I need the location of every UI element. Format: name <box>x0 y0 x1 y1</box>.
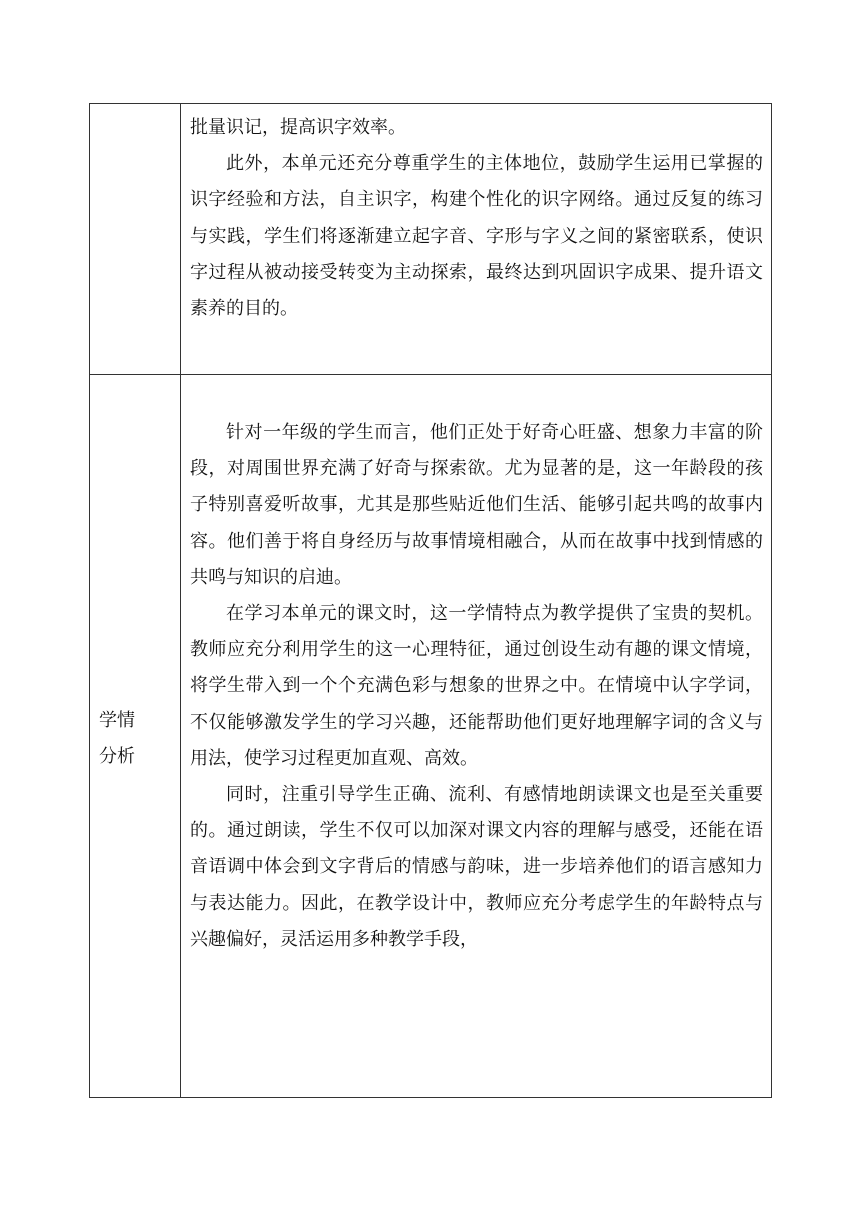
paragraph: 在学习本单元的课文时，这一学情特点为教学提供了宝贵的契机。教师应充分利用学生的这一心理特征，通过创设生动有趣的课文情境，将学生带入到一个个充满色彩与想象的世界之中。在情境中认字学词，不仅能够激发学生的学习兴趣，还能帮助他们更好地理解字词的含义与用法，使学习过程更加直观、高效。 <box>190 603 763 769</box>
paragraph: 针对一年级的学生而言，他们正处于好奇心旺盛、想象力丰富的阶段，对周围世界充满了好奇与探索欲。尤为显著的是，这一年龄段的孩子特别喜爱听故事，尤其是那些贴近他们生活、能够引起共鸣的故事内容。他们善于将自身经历与故事情境相融合，从而在故事中找到情感的共鸣与知识的启迪。 <box>190 422 763 588</box>
section-label <box>90 703 180 775</box>
section-label-line: 分析 <box>99 746 135 767</box>
table-row <box>90 375 772 1098</box>
row-content-cell <box>181 104 772 375</box>
row-label-cell <box>90 375 181 1098</box>
row-content-cell <box>181 375 772 1098</box>
paragraph: 此外，本单元还充分尊重学生的主体地位，鼓励学生运用已掌握的识字经验和方法，自主识字，构建个性化的识字网络。通过反复的练习与实践，学生们将逐渐建立起字音、字形与字义之间的紧密联系，使识字过程从被动接受转变为主动探索，最终达到巩固识字成果、提升语文素养的目的。 <box>190 153 763 320</box>
table-row <box>90 104 772 375</box>
paragraph: 批量识记，提高识字效率。 <box>190 117 406 138</box>
section-label-line: 学情 <box>99 710 135 731</box>
paragraph: 同时，注重引导学生正确、流利、有感情地朗读课文也是至关重要的。通过朗读，学生不仅可以加深对课文内容的理解与感受，还能在语音语调中体会到文字背后的情感与韵味，进一步培养他们的语言感知力与表达能力。因此，在教学设计中，教师应充分考虑学生的年龄特点与兴趣偏好，灵活运用多种教学手段， <box>190 784 763 950</box>
lesson-plan-table <box>89 103 772 1098</box>
row-label-cell <box>90 104 181 375</box>
